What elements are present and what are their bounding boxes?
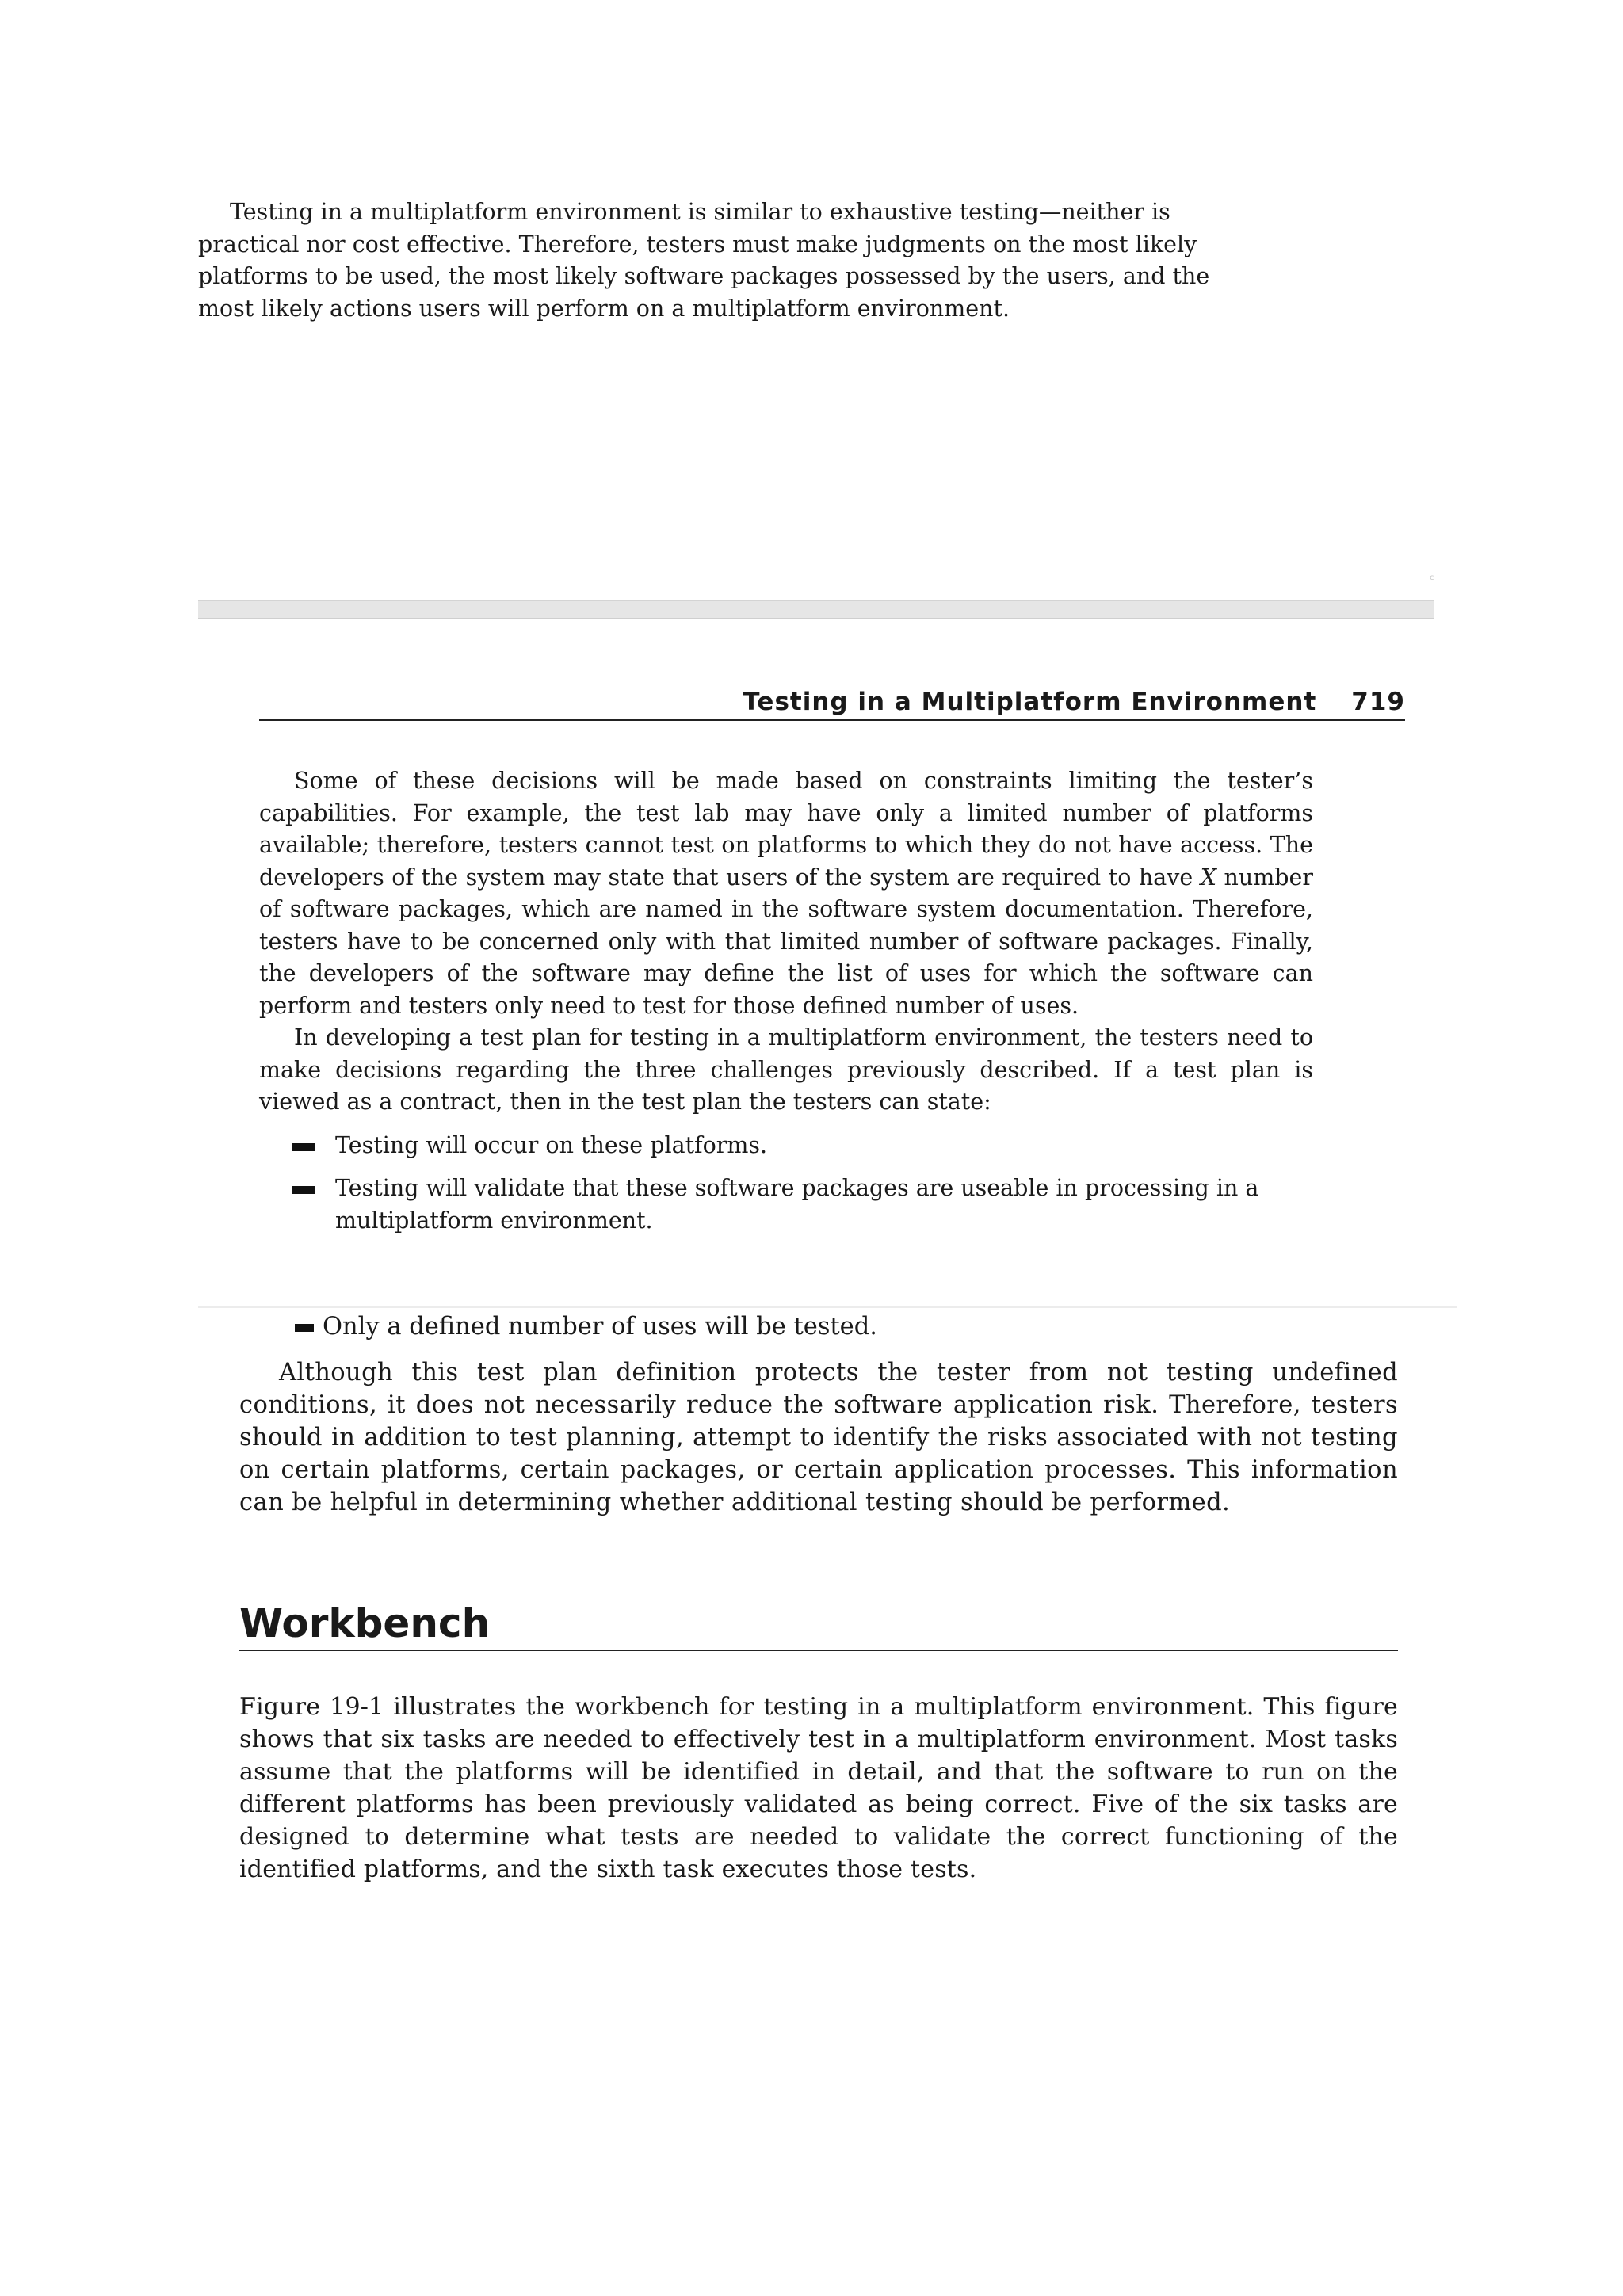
page-divider-band xyxy=(198,600,1434,619)
running-header-title: Testing in a Multiplatform Environment xyxy=(743,688,1317,716)
previous-page-fragment xyxy=(198,196,1252,325)
corner-mark: c xyxy=(1430,574,1434,582)
list-item xyxy=(259,1130,1313,1162)
lower-text-section xyxy=(239,1310,1398,1519)
section-heading-workbench: Workbench xyxy=(239,1596,1398,1651)
list-item xyxy=(239,1310,1398,1344)
constraints-paragraph xyxy=(259,765,1313,1022)
bullet-text: Testing will occur on these platforms. xyxy=(335,1131,768,1158)
page-separator-line xyxy=(198,1306,1457,1308)
bullet-icon xyxy=(295,1324,314,1332)
risk-paragraph: Although this test plan definition protects the tester from not testing undefined conditions, it does not necessarily reduce the software application risk. Therefore, testers should in addition to test planning, attempt to identify the risks associated with not testing on certain platforms, certain packages, or certain application processes. This information can be helpful in determining whether additional testing should be performed. xyxy=(239,1359,1398,1516)
constraints-paragraph-part2: number of software packages, which are named in the software system documentation. Therefore, testers have to be concerned only with that limited number of software packages. Finally, the developers of the software may define the list of uses for which the software can perform and testers only need to test for those defined number of uses. xyxy=(259,864,1313,1019)
continued-bullet-list xyxy=(239,1310,1398,1344)
test-plan-bullet-list xyxy=(259,1130,1313,1238)
bullet-text: Only a defined number of uses will be tested. xyxy=(323,1313,877,1341)
bullet-icon xyxy=(292,1186,315,1194)
constraints-paragraph-part1: Some of these decisions will be made based on constraints limiting the tester’s capabilities. For example, the test lab may have only a limited number of platforms available; therefore, testers cannot test on platforms to which they do not have access. The developers of the system may state that users of the system are required to have xyxy=(259,768,1313,891)
test-plan-paragraph: In developing a test plan for testing in a multiplatform environment, the testers need to make decisions regarding the three challenges previously described. If a test plan is viewed as a contract, then in the test plan the testers can state: xyxy=(259,1024,1313,1115)
intro-paragraph: Testing in a multiplatform environment is similar to exhaustive testing—neither is practical nor cost effective. Therefore, testers must make judgments on the most likely platforms to be used, the most likely software packages possessed by the users, and the most likely actions users will perform on a multiplatform environment. xyxy=(198,199,1210,322)
bullet-text: Testing will validate that these software packages are useable in processing in a multiplatform environment. xyxy=(335,1175,1259,1234)
main-text-section xyxy=(259,765,1313,1248)
variable-x: X xyxy=(1200,864,1217,891)
page-number: 719 xyxy=(1351,688,1405,716)
workbench-section xyxy=(239,1691,1398,1886)
bullet-icon xyxy=(292,1143,315,1151)
list-item xyxy=(259,1173,1313,1237)
workbench-paragraph: Figure 19-1 illustrates the workbench for testing in a multiplatform environment. This figure shows that six tasks are needed to effectively test in a multiplatform environment. Most tasks assume that the platforms will be identified in detail, and that the software to run on the different platforms has been previously validated as being correct. Five of the six tasks are designed to determine what tests are needed to validate the correct functioning of the identified platforms, and the sixth task executes those tests. xyxy=(239,1693,1398,1883)
running-header xyxy=(259,681,1405,721)
